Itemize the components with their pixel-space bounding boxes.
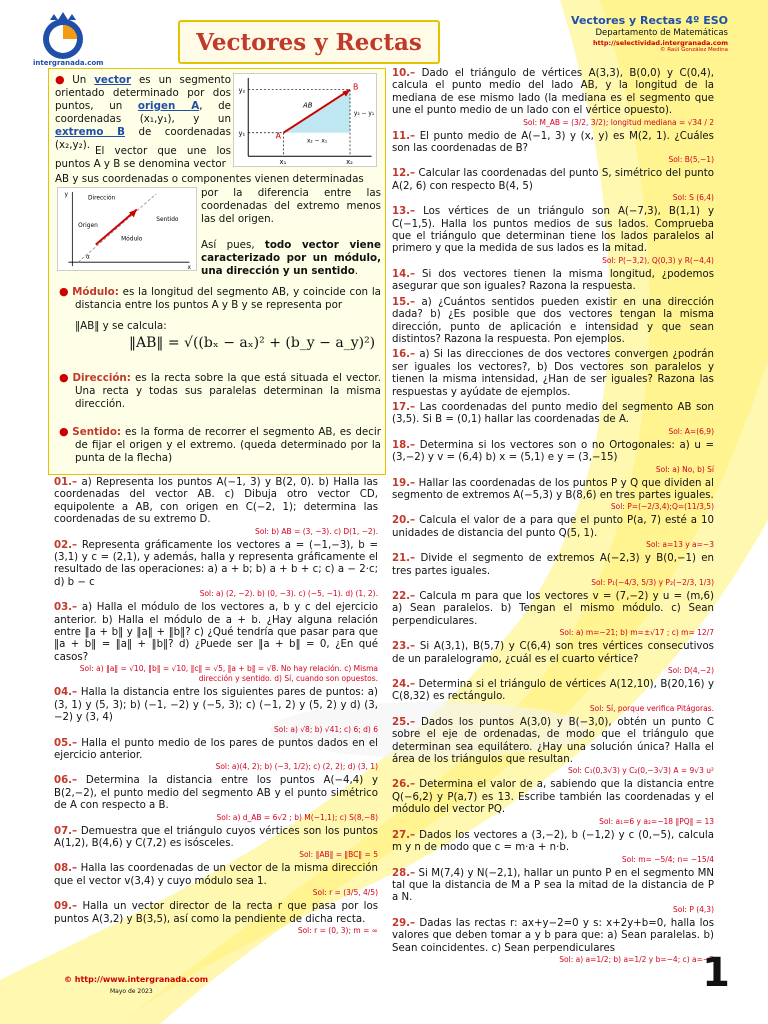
header-url[interactable]: http://selectividad.intergranada.com <box>592 39 728 47</box>
sentido-heading: Sentido: <box>72 426 122 438</box>
apple-bullet-icon: ● <box>59 425 70 438</box>
exercise-statement: Determina la distancia entre los puntos A(−4,4) y B(2,−2), el punto medio del segmento AB y el punto simétrico de A con respecto a B. <box>54 775 378 812</box>
exercise-number: 10.– <box>392 68 416 79</box>
apple-bullet-icon: ● <box>59 371 70 384</box>
exercise-text <box>392 830 714 855</box>
exercise-solution: Sol: a=13 y a=−3 <box>646 540 714 550</box>
exercise-text <box>54 738 378 763</box>
exercise-item <box>392 830 714 865</box>
exercise-number: 04.– <box>54 687 78 699</box>
exercise-item <box>54 863 378 898</box>
exercise-statement: Halla la distancia entre los siguientes pares de puntos: a) (3, 1) y (5, 3); b) (−1, −2) y (−5, 3); c) (−1, 2) y (5, 2) y d) (3, −2) y (3, 4) <box>54 687 378 724</box>
exercise-solution: Sol: M_AB = (3/2, 3/2); longitud mediana = √34 / 2 <box>523 117 714 127</box>
exercise-solution: Sol: a) a=1/2; b) a=1/2 y b=−4; c) a=−2 <box>559 954 714 964</box>
text: es la recta sobre la que está situada el vector. Una recta y todas sus paralelas determinan la misma dirección. <box>75 372 381 410</box>
exercise-number: 19.– <box>392 477 416 489</box>
exercise-solution: Sol: r = (3/5, 4/5) <box>312 888 378 898</box>
exercise-item <box>392 168 714 203</box>
exercise-text <box>392 641 714 666</box>
theory-direccion <box>59 371 381 411</box>
exercise-item <box>54 826 378 861</box>
exercise-text <box>392 349 714 399</box>
text: Así pues, <box>201 239 265 251</box>
exercise-statement: a) Si las direcciones de dos vectores convergen ¿podrán ser iguales los vectores?, b) Dos vectores son paralelos y tienen la misma intensidad, ¿Han de ser iguales? Razona las respuestas y ayúdate de ejemplos. <box>392 349 714 398</box>
exercise-item <box>392 349 714 399</box>
exercise-text <box>392 297 714 347</box>
exercise-solution: Sol: a) No, b) Sí <box>655 464 714 474</box>
exercise-number: 15.– <box>392 296 416 308</box>
theory-modulo <box>59 285 381 312</box>
exercise-solution: Sol: P₁(−4/3, 5/3) y P₂(−2/3, 1/3) <box>591 578 714 587</box>
exercise-number: 27.– <box>392 829 416 841</box>
exercise-solution: Sol: P (4,3) <box>672 904 714 914</box>
page-title: Vectores y Rectas <box>196 28 422 56</box>
exercise-statement: Las coordenadas del punto medio del segmento AB son (3,5). Si B = (0,1) hallar las coordenadas de A. <box>392 401 714 426</box>
fig2-y: y <box>64 191 68 198</box>
theory-sentido <box>59 425 381 465</box>
exercise-item <box>392 478 714 513</box>
exercise-statement: Calcular las coordenadas del punto S, simétrico del punto A(2, 6) con respecto B(4, 5) <box>392 168 714 192</box>
exercise-solution: Sol: a) (2, −2). b) (0, −3). c) (−5, −1). d) (1, 2). <box>199 589 378 599</box>
modulo-heading: Módulo: <box>72 286 119 298</box>
exercise-number: 12.– <box>392 168 416 180</box>
exercise-text <box>392 440 714 465</box>
footer-date: Mayo de 2023 <box>110 988 153 995</box>
fig1-x1: x₁ <box>279 158 287 167</box>
exercise-number: 11.– <box>392 130 416 142</box>
exercise-item <box>392 868 714 915</box>
exercise-number: 18.– <box>392 439 416 451</box>
exercise-item <box>392 553 714 588</box>
exercise-number: 07.– <box>54 825 78 837</box>
exercise-text <box>392 68 714 118</box>
theory-p5 <box>201 239 381 278</box>
exercise-text <box>392 478 714 503</box>
exercise-item <box>392 515 714 550</box>
exercise-statement: Halla las coordenadas de un vector de la misma dirección que el vector v(3,4) y cuyo módulo sea 1. <box>54 863 378 887</box>
theory-p4: por la diferencia entre las coordenadas del extremo menos las del origen. <box>201 187 381 225</box>
apple-bullet-icon: ● <box>55 73 70 86</box>
text: . <box>354 265 359 277</box>
subject-title: Vectores y Rectas 4º ESO <box>571 14 728 27</box>
exercise-item <box>54 687 378 734</box>
exercise-solution: Sol: m= −5/4; n= −15/4 <box>621 854 714 864</box>
exercise-item <box>392 779 714 826</box>
vector-components-diagram <box>57 187 197 271</box>
exercise-number: 09.– <box>54 901 78 913</box>
exercise-solution: Sol: a₁=6 y a₂=−18 ‖PQ‖ = 13 <box>599 816 714 826</box>
exercise-text <box>392 679 714 704</box>
theory-intro <box>55 73 231 152</box>
exercise-item <box>54 738 378 773</box>
theory-p3: AB y sus coordenadas o componentes vienen determinadas <box>55 173 364 185</box>
exercise-statement: Divide el segmento de extremos A(−2,3) y B(0,−1) en tres partes iguales. <box>392 553 714 577</box>
exercise-text <box>392 402 714 427</box>
fig1-ab: AB <box>303 101 313 110</box>
exercise-number: 16.– <box>392 349 416 361</box>
exercise-text <box>392 269 714 294</box>
bold-text: todo vector viene caracterizado por un módulo, una dirección y un sentido <box>201 239 381 277</box>
exercise-item <box>392 269 714 294</box>
exercise-number: 17.– <box>392 401 416 413</box>
theory-modulo-2: ‖AB‖ y se calcula: <box>75 320 167 332</box>
exercise-statement: Representa gráficamente los vectores a = (−1,−3), b = (3,1) y c = (2,1), y además, halla y representa gráficamente el resultado de las operaciones: a) a + b; b) a + b + c; c) a − 2·c; d) b − c <box>54 539 378 588</box>
direccion-heading: Dirección: <box>72 372 131 384</box>
exercise-solution: Sol: b) AB = (3, −3). c) D(1, −2). <box>255 526 378 536</box>
fig1-y2: y₂ <box>238 86 246 95</box>
exercise-text <box>392 779 714 816</box>
exercise-number: 14.– <box>392 268 416 280</box>
exercise-number: 29.– <box>392 917 416 929</box>
exercise-solution: Sol: ‖AB‖ = ‖BC‖ = 5 <box>299 850 378 860</box>
exercise-text <box>392 591 714 628</box>
exercise-number: 08.– <box>54 863 78 875</box>
exercise-statement: Halla un vector director de la recta r que pasa por los puntos A(3,2) y B(3,5), así como la pendiente de dicha recta. <box>54 901 378 925</box>
exercise-item <box>392 402 714 437</box>
exercise-item <box>392 717 714 777</box>
exercise-text <box>392 168 714 193</box>
exercise-number: 24.– <box>392 679 416 691</box>
exercise-solution: Sol: a) d_AB = 6√2 ; b) M(−1,1); c) S(8,−8) <box>216 812 378 822</box>
exercise-number: 05.– <box>54 737 78 749</box>
exercise-solution: Sol: a) √8; b) √41; c) 6; d) 6 <box>274 724 378 734</box>
exercise-number: 13.– <box>392 206 416 218</box>
exercise-statement: Calcula m para que los vectores v = (7,−2) y u = (m,6) a) Sean paralelos. b) Tengan el mismo módulo. c) Sean perpendiculares. <box>392 591 714 627</box>
modulo-formula: ‖AB‖ = √((bₓ − aₓ)² + (b_y − a_y)²) <box>129 335 376 351</box>
footer-url[interactable]: © http://www.intergranada.com <box>64 975 209 984</box>
exercise-number: 23.– <box>392 641 416 653</box>
left-exercises <box>54 477 378 939</box>
theory-p2: El vector que une los puntos A y B se denomina vector <box>55 145 231 170</box>
exercise-statement: Determina si el triángulo de vértices A(12,10), B(20,16) y C(8,32) es rectángulo. <box>392 679 714 703</box>
fig2-sentido: Sentido <box>156 217 179 224</box>
exercise-statement: Dadas las rectas r: ax+y−2=0 y s: x+2y+b=0, halla los valores que deben tomar a y b para que: a) Sean paralelas. b) Sean coincidentes. c) Sean perpendiculares <box>392 917 714 954</box>
fig2-alpha: α <box>86 254 90 261</box>
exercise-text <box>54 775 378 812</box>
exercise-number: 21.– <box>392 553 416 565</box>
exercise-statement: Dado el triángulo de vértices A(3,3), B(0,0) y C(0,4), calcula el punto medio del lado AB, y la longitud de la mediana de ese mismo lado (la mediana es el segmento que une el punto medio de un lado con el vértice opuesto). <box>392 68 714 117</box>
logo-text: intergranada.com <box>33 59 104 67</box>
exercise-statement: Si A(3,1), B(5,7) y C(6,4) son tres vértices consecutivos de un paralelogramo, ¿cuál es el cuarto vértice? <box>392 641 714 665</box>
fig1-x2: x₂ <box>346 158 353 167</box>
exercise-item <box>392 918 714 965</box>
exercise-text <box>54 602 378 664</box>
term-vector: vector <box>94 74 132 86</box>
exercise-solution: Sol: P(−3,2), Q(0,3) y R(−4,4) <box>602 255 714 265</box>
text: , de coordenadas (x₁,y₁), y un <box>55 100 231 125</box>
exercise-statement: a) Halla el módulo de los vectores a, b y c del ejercicio anterior. b) Halla el módulo de a + b. ¿Hay alguna relación entre ‖a + b‖ y ‖a‖ + ‖b‖? c) ¿Qué tendría que pasar para que ‖a + b‖ = ‖a‖ + ‖b‖? d) ¿Puede ser ‖a + b‖ = 0, ¿En qué casos? <box>54 602 378 663</box>
right-exercises <box>392 68 714 968</box>
exercise-statement: Si dos vectores tienen la misma longitud, ¿podemos asegurar que son iguales? Razona la respuesta. <box>392 268 714 293</box>
exercise-text <box>392 206 714 256</box>
exercise-solution: Sol: a) m=−21; b) m=±√17 ; c) m= 12/7 <box>559 628 714 638</box>
exercise-solution: Sol: B(5,−1) <box>668 155 714 165</box>
exercise-text <box>392 717 714 767</box>
exercise-statement: Los vértices de un triángulo son A(−7,3), B(1,1) y C(−1,5). Halla los puntos medios de sus lados. Comprueba que el triángulo que determinan tiene los lados paralelos al primero y que la medida de sus lados es la mitad. <box>392 206 714 255</box>
exercise-statement: a) ¿Cuántos sentidos pueden existir en una dirección dada? b) ¿Es posible que dos vectores tengan la misma dirección, punto de aplicación e intensidad y que sean distintos? Razona la respuesta. Pon ejemplos. <box>392 296 714 345</box>
exercise-statement: a) Representa los puntos A(−1, 3) y B(2, 0). b) Halla las coordenadas del vector AB. c) Dibuja otro vector CD, equipolente a AB, con origen en C(−2, 1); determina las coordenadas de su extremo D. <box>54 477 378 526</box>
exercise-solution: Sol: A=(6,9) <box>668 426 714 436</box>
exercise-item <box>54 540 378 600</box>
apple-bullet-icon: ● <box>59 285 70 298</box>
exercise-statement: Demuestra que el triángulo cuyos vértices son los puntos A(1,2), B(4,6) y C(7,2) es isósceles. <box>54 825 378 849</box>
text: de coordenadas (x₂,y₂). <box>55 126 231 151</box>
exercise-solution: Sol: P=(−2/3,4);Q=(11/3,5) <box>610 502 714 512</box>
exercise-number: 28.– <box>392 867 416 879</box>
intergranada-logo <box>34 12 92 64</box>
author: © Raúl González Medina <box>659 47 728 53</box>
exercise-item <box>54 901 378 936</box>
exercise-item <box>392 591 714 638</box>
exercise-text <box>392 868 714 905</box>
exercise-solution: Sol: D(4,−2) <box>667 666 714 676</box>
exercise-solution: Sol: C₁(0,3√3) y C₂(0,−3√3) A = 9√3 u² <box>567 766 714 776</box>
exercise-number: 03.– <box>54 602 78 614</box>
exercise-number: 22.– <box>392 591 416 602</box>
exercise-text <box>392 131 714 156</box>
exercise-solution: Sol: S (6,4) <box>672 193 714 203</box>
exercise-text <box>392 515 714 540</box>
exercise-item <box>392 440 714 475</box>
exercise-number: 02.– <box>54 539 78 551</box>
exercise-item <box>392 641 714 676</box>
exercise-text <box>54 826 378 851</box>
fig2-origen: Origen <box>78 223 98 230</box>
fig1-point-b: B <box>352 82 359 92</box>
exercise-solution: Sol: Sí, porque verifica Pitágoras. <box>589 703 714 713</box>
exercise-number: 20.– <box>392 515 416 527</box>
text: Un <box>72 74 95 86</box>
exercise-statement: Determina si los vectores son o no Ortogonales: a) u = (3,−2) y v = (6,4) b) x = (5,1) e y = (3,−15) <box>392 439 714 464</box>
exercise-number: 01.– <box>54 477 78 488</box>
fig2-x: x <box>187 265 191 271</box>
exercise-number: 06.– <box>54 775 78 787</box>
exercise-statement: Halla el punto medio de los pares de puntos dados en el ejercicio anterior. <box>54 737 378 761</box>
exercise-solution: Sol: a) ‖a‖ = √10, ‖b‖ = √10, ‖c‖ = √5, ‖a + b‖ = √8. No hay relación. c) Misma dirección y sentido. d) Sí, cuando son opuestos. <box>79 664 378 684</box>
exercise-item <box>392 679 714 714</box>
exercise-text <box>54 863 378 888</box>
theory-box <box>48 68 386 475</box>
fig1-point-a: A <box>275 131 281 141</box>
text: es la longitud del segmento AB, y coincide con la distancia entre los puntos A y B y se representa por <box>75 286 381 311</box>
exercise-statement: Dados los vectores a (3,−2), b (−1,2) y c (0,−5), calcula m y n de modo que c = m·a + n·b. <box>392 829 714 854</box>
exercise-statement: Calcula el valor de a para que el punto P(a, 7) esté a 10 unidades de distancia del punto Q(5, 1). <box>392 515 714 539</box>
exercise-text <box>392 553 714 578</box>
exercise-item <box>54 602 378 684</box>
exercise-item <box>392 131 714 166</box>
exercise-text <box>54 540 378 590</box>
exercise-number: 26.– <box>392 779 416 791</box>
exercise-statement: Si M(7,4) y N(−2,1), hallar un punto P en el segmento MN tal que la distancia de M a P sea la mitad de la distancia de P a N. <box>392 867 714 904</box>
exercise-text <box>392 918 714 955</box>
text: es un segmento orientado determinado por dos puntos, un <box>55 74 231 112</box>
fig2-dir: Dirección <box>87 195 116 202</box>
fig1-dx: x₂ − x₁ <box>306 138 328 145</box>
header-info <box>508 14 728 53</box>
exercise-solution: Sol: r = (0, 3); m = ∞ <box>297 925 378 935</box>
department: Departamento de Matemáticas <box>595 28 728 38</box>
page-title-box <box>178 20 440 64</box>
term-extremo: extremo B <box>55 126 126 138</box>
fig2-modulo: Módulo <box>121 236 143 243</box>
exercise-text <box>54 477 378 527</box>
exercise-item <box>392 206 714 266</box>
exercise-text <box>54 901 378 926</box>
fig1-y1: y₁ <box>238 129 246 138</box>
exercise-statement: Determina el valor de a, sabiendo que la distancia entre Q(−6,2) y P(a,7) es 13. Escribe también las coordenadas y el módulo del vector PQ. <box>392 779 714 816</box>
exercise-item <box>392 297 714 347</box>
fig1-dy: y₂ − y₁ <box>353 111 375 118</box>
exercise-statement: Dados los puntos A(3,0) y B(−3,0), obtén un punto C sobre el eje de ordenadas, de modo que el triángulo que determinan sea equilátero. ¿Hay una solución única? Halla el área de los triángulos que resultan. <box>392 716 714 766</box>
text: es la forma de recorrer el segmento AB, es decir de fijar el origen y el extremo. (queda determinado por la punta de la flecha) <box>75 426 381 464</box>
exercise-item <box>54 775 378 822</box>
exercise-statement: El punto medio de A(−1, 3) y (x, y) es M(2, 1). ¿Cuáles son las coordenadas de B? <box>392 130 714 155</box>
exercise-number: 25.– <box>392 716 416 728</box>
page-number: 1 <box>702 950 730 996</box>
exercise-item <box>54 477 378 537</box>
exercise-statement: Hallar las coordenadas de los puntos P y Q que dividen al segmento de extremos A(−5,3) y B(8,6) en tres partes iguales. <box>392 477 714 501</box>
exercise-text <box>54 687 378 724</box>
exercise-solution: Sol: a)(4, 2); b) (−3, 1/2); c) (2, 2); d) (3, 1) <box>215 762 378 772</box>
exercise-item <box>392 68 714 128</box>
term-origen: origen A <box>137 100 200 112</box>
vector-diagram <box>233 73 377 167</box>
